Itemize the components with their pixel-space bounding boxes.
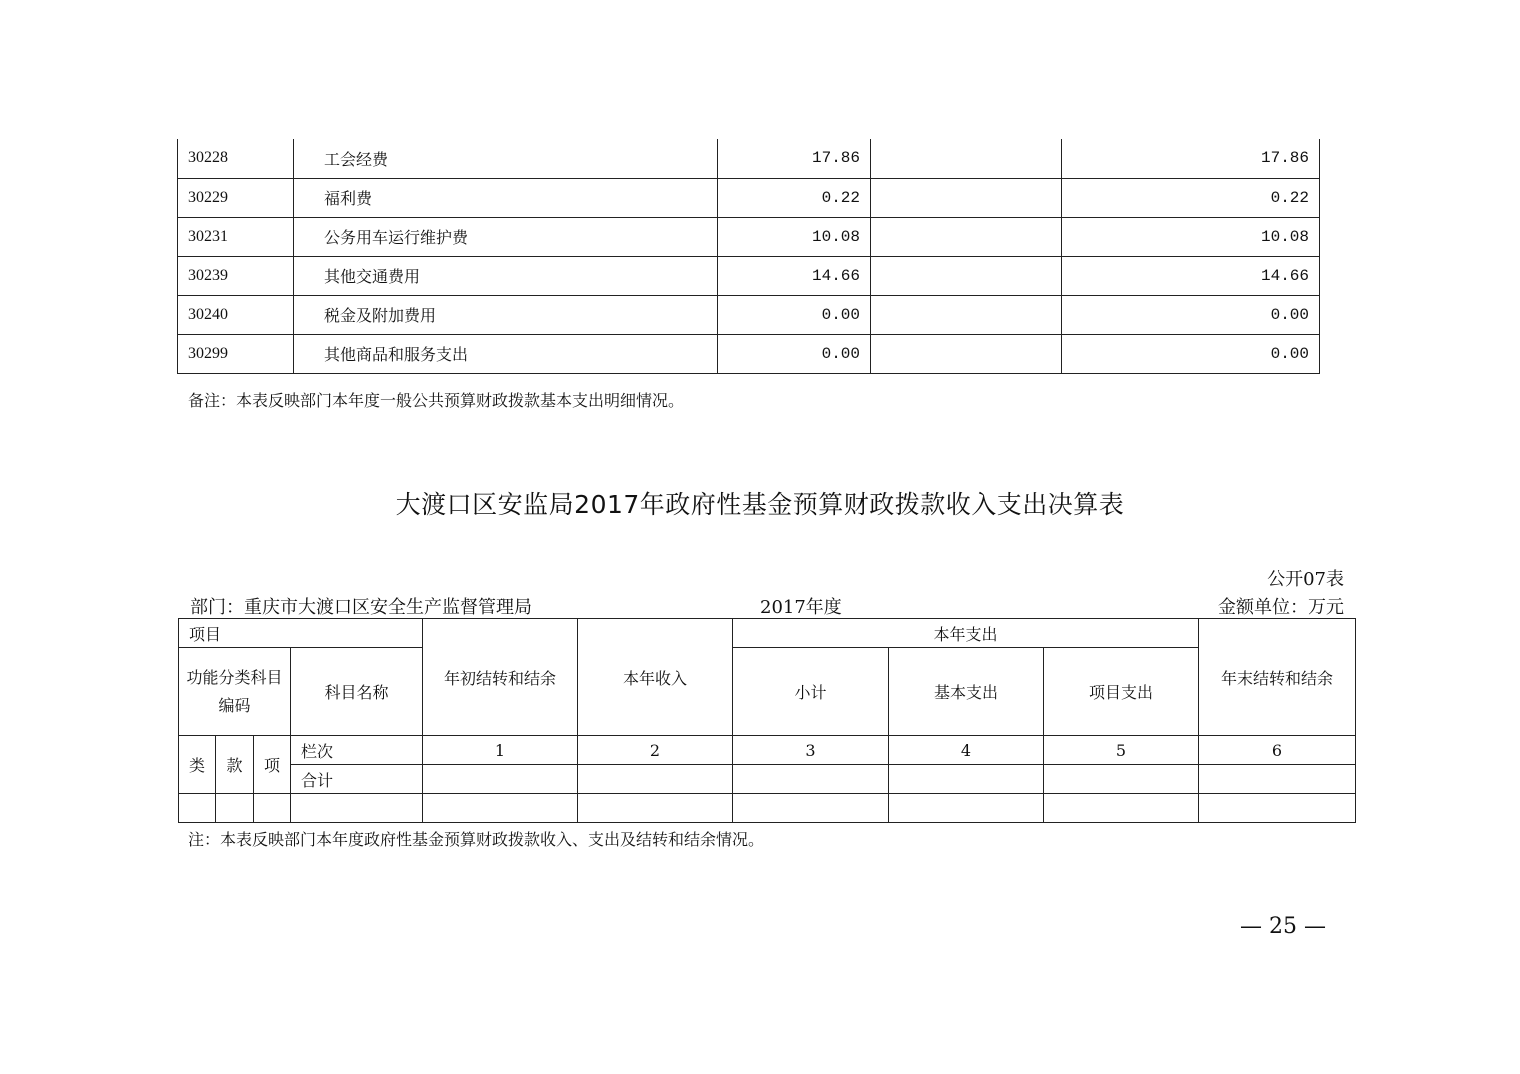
empty-cell xyxy=(291,794,423,823)
column-number: 5 xyxy=(1044,736,1199,765)
row-value-1: 10.08 xyxy=(718,217,871,256)
row-value-3: 0.00 xyxy=(1062,295,1320,334)
row-value-2 xyxy=(871,295,1062,334)
page-number: — 25 — xyxy=(1240,914,1326,939)
fund-budget-table xyxy=(178,618,1356,823)
table-row xyxy=(178,334,1320,373)
header-subject-name: 科目名称 xyxy=(291,648,423,736)
row-name: 其他交通费用 xyxy=(294,256,718,295)
row-value-3: 0.00 xyxy=(1062,334,1320,373)
total-cell xyxy=(1044,765,1199,794)
empty-cell xyxy=(889,794,1044,823)
empty-cell xyxy=(1044,794,1199,823)
total-cell xyxy=(423,765,578,794)
row-value-3: 0.22 xyxy=(1062,178,1320,217)
table-row xyxy=(178,217,1320,256)
empty-cell xyxy=(1199,794,1356,823)
empty-cell xyxy=(733,794,889,823)
header-func-code: 功能分类科目编码 xyxy=(179,648,291,736)
header-project: 项目 xyxy=(179,619,423,648)
row-value-1: 0.00 xyxy=(718,334,871,373)
table-row xyxy=(178,139,1320,178)
expense-detail-table xyxy=(177,139,1320,374)
row-code: 30228 xyxy=(178,139,294,178)
row-value-3: 14.66 xyxy=(1062,256,1320,295)
total-cell xyxy=(889,765,1044,794)
row-value-2 xyxy=(871,334,1062,373)
empty-cell xyxy=(179,794,216,823)
row-value-3: 17.86 xyxy=(1062,139,1320,178)
fund-table-note: 注：本表反映部门本年度政府性基金预算财政拨款收入、支出及结转和结余情况。 xyxy=(188,830,765,849)
empty-cell xyxy=(423,794,578,823)
department-label: 部门：重庆市大渡口区安全生产监督管理局 xyxy=(190,597,532,618)
row-code: 30231 xyxy=(178,217,294,256)
column-number: 4 xyxy=(889,736,1044,765)
form-number: 公开07表 xyxy=(1267,569,1344,590)
header-project-expense: 项目支出 xyxy=(1044,648,1199,736)
page-title: 大渡口区安监局2017年政府性基金预算财政拨款收入支出决算表 xyxy=(395,490,1125,519)
row-value-1: 0.22 xyxy=(718,178,871,217)
header-opening-balance: 年初结转和结余 xyxy=(423,619,578,736)
table-row xyxy=(178,256,1320,295)
total-label: 合计 xyxy=(291,765,423,794)
empty-cell xyxy=(216,794,254,823)
expense-table-note: 备注：本表反映部门本年度一般公共预算财政拨款基本支出明细情况。 xyxy=(188,391,685,410)
header-lei: 类 xyxy=(179,736,216,794)
column-number: 3 xyxy=(733,736,889,765)
header-subtotal: 小计 xyxy=(733,648,889,736)
header-current-income: 本年收入 xyxy=(578,619,733,736)
header-current-expense: 本年支出 xyxy=(733,619,1199,648)
year-label: 2017年度 xyxy=(760,597,842,618)
row-name: 福利费 xyxy=(294,178,718,217)
row-code: 30229 xyxy=(178,178,294,217)
total-cell xyxy=(578,765,733,794)
total-cell xyxy=(733,765,889,794)
table-row xyxy=(178,295,1320,334)
row-code: 30299 xyxy=(178,334,294,373)
column-number: 2 xyxy=(578,736,733,765)
row-value-1: 17.86 xyxy=(718,139,871,178)
row-value-2 xyxy=(871,178,1062,217)
row-code: 30240 xyxy=(178,295,294,334)
column-number: 1 xyxy=(423,736,578,765)
row-value-2 xyxy=(871,256,1062,295)
row-value-2 xyxy=(871,139,1062,178)
row-name: 其他商品和服务支出 xyxy=(294,334,718,373)
header-closing-balance: 年末结转和结余 xyxy=(1199,619,1356,736)
row-value-2 xyxy=(871,217,1062,256)
total-cell xyxy=(1199,765,1356,794)
row-value-1: 14.66 xyxy=(718,256,871,295)
empty-cell xyxy=(578,794,733,823)
column-index-label: 栏次 xyxy=(291,736,423,765)
row-value-3: 10.08 xyxy=(1062,217,1320,256)
table-row xyxy=(178,178,1320,217)
row-code: 30239 xyxy=(178,256,294,295)
unit-label: 金额单位：万元 xyxy=(1218,597,1344,618)
column-number: 6 xyxy=(1199,736,1356,765)
row-value-1: 0.00 xyxy=(718,295,871,334)
header-kuan: 款 xyxy=(216,736,254,794)
header-xiang: 项 xyxy=(254,736,291,794)
row-name: 公务用车运行维护费 xyxy=(294,217,718,256)
row-name: 税金及附加费用 xyxy=(294,295,718,334)
header-basic-expense: 基本支出 xyxy=(889,648,1044,736)
empty-cell xyxy=(254,794,291,823)
row-name: 工会经费 xyxy=(294,139,718,178)
